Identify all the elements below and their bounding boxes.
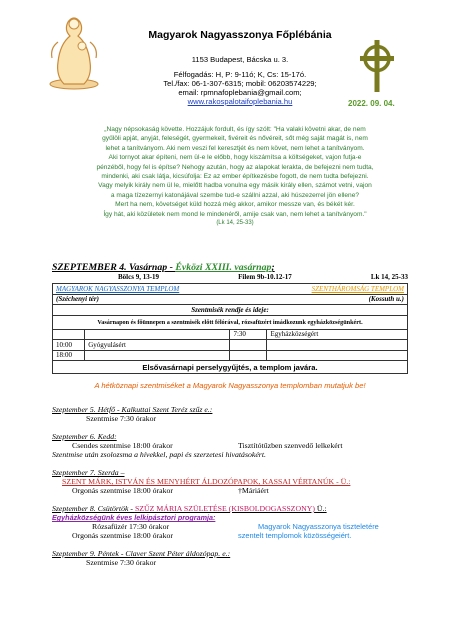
mass-line: Rózsafüzér 17:30 órakor Magyarok Nagyasszonya tiszteletére — [92, 522, 379, 531]
day-note: Szentmise után zsolozsma a hívekkel, papi és szerzetesi hivatásokért. — [52, 450, 266, 459]
bulletin-date: 2022. 09. 04. — [348, 99, 395, 108]
quote-line: Így hát, aki közületek nem mond le mindenéről, amije csak van, nem lehet a tanítványom." — [103, 210, 367, 218]
address-block — [120, 55, 360, 106]
street-address: 1153 Budapest, Bácska u. 3. — [191, 55, 289, 64]
reading-2: Filem 9b-10.12-17 — [238, 273, 292, 281]
feast-title: SZENT MÁRK, ISTVÁN ÉS MENYHÉRT ÁLDOZÓPAPOK, KASSAI VÉRTANÚK - Ü.: — [62, 477, 351, 486]
quote-line: a maga tízezernyi katonájával szembe tud-e szállni azzal, aki húszezerrel jön ellene? — [110, 191, 360, 199]
reading-1: Bölcs 9, 13-19 — [118, 273, 160, 281]
mass-line: Orgonás szentmise 18:00 órakor †Máriáért — [72, 486, 269, 495]
sunday-date: SZEPTEMBER 4. Vasárnap - — [52, 262, 176, 273]
quote-line: gyűlöli apját, anyját, feleségét, gyermekeit, fivéreit és nővéreit, sőt még saját magát is, nem — [102, 135, 368, 143]
day-heading: Szeptember 8. Csütörtök - SZŰZ MÁRIA SZÜLETÉSE (KISBOLDOGASSZONY) Ü.: — [52, 504, 327, 513]
email-address: email: rpmnafoplebania@gmail.com; — [178, 88, 302, 97]
table-row: 10:00 Gyógyulásért — [53, 340, 408, 351]
cross-emblem-icon — [356, 40, 398, 92]
sunday-feast: Évközi XXIII. vasárnap — [175, 262, 272, 273]
day-heading: Szeptember 5. Hétfő - Kalkuttai Szent Teréz szűz e.: — [52, 405, 213, 414]
mass-line: Csendes szentmise 18:00 órakor Tisztítótűzben szenvedő lelkekért — [72, 441, 343, 450]
reading-3: Lk 14, 25-33 — [370, 273, 408, 281]
parish-name: Magyarok Nagyasszonya Főplébánia — [148, 29, 332, 41]
quote-line: Aki tornyot akar építeni, nem ül-e le előbb, hogy kiszámítsa a költségeket, vajon futja-e — [108, 154, 362, 162]
website-link[interactable]: www.rakospalotaifoplebania.hu — [187, 97, 293, 106]
table-row: 7:30 Egyházközségért — [53, 329, 408, 340]
weekday-schedule — [52, 405, 412, 567]
quote-line: lehet a tanítványom. Aki nem veszi fel keresztjét és nem követ, nem lehet a tanítványom. — [105, 144, 365, 152]
program-title: Egyházközségünk éves lelkipásztori programja: — [52, 513, 216, 522]
quote-reference: (Lk 14, 25-33) — [216, 220, 254, 227]
office-hours: Félfogadás: H, P: 9-11ó; K, Cs: 15-17ó. — [173, 70, 307, 79]
day-heading: Szeptember 9. Péntek - Claver Szent Péter áldozópap. e.: — [52, 549, 231, 558]
mass-order-title: Szentmisék rendje és ideje: — [191, 305, 269, 314]
rosary-note: Vasárnapon és főünnepen a szentmisék előtt félórával, rózsafüzért imádkozunk egyházközségünkért. — [97, 318, 363, 326]
sunday-heading: SZEPTEMBER 4. Vasárnap - Évközi XXIII. vasárnap; — [52, 262, 275, 273]
feast-title: SZŰZ MÁRIA SZÜLETÉSE (KISBOLDOGASSZONY) — [134, 504, 315, 513]
mass-time: Szentmise 7:30 órakor — [86, 558, 157, 567]
mass-schedule-table — [52, 283, 408, 374]
church-2-name: SZENTHÁROMSÁG TEMPLOM — [311, 284, 404, 293]
quote-line: „Nagy népsokaság követte. Hozzájuk fordult, és így szólt: "Ha valaki követni akar, de nem — [104, 126, 366, 133]
quote-line: Vagy melyik király nem ül le, mielőtt hadba vonulna egy másik király ellen, számot vetni, vajon — [98, 182, 372, 190]
day-heading: Szeptember 7. Szerda – — [52, 468, 125, 477]
mass-line: Orgonás szentmise 18:00 órakor szentelt templomok közösségeiért. — [72, 531, 352, 540]
church-1-street: (Széchenyi tér) — [56, 295, 99, 304]
phone-numbers: Tel./fax: 06-1-307-6315; mobil: 06203574229; — [163, 79, 317, 88]
weekday-notice: A hétköznapi szentmiséket a Magyarok Nagyasszonya templomban mutatjuk be! — [94, 381, 366, 390]
madonna-statue-logo — [38, 12, 110, 90]
day-heading: Szeptember 6. Kedd: — [52, 432, 117, 441]
sunday-readings — [118, 273, 408, 281]
table-row: 18:00 — [53, 350, 408, 361]
church-2-street: (Kossuth u.) — [368, 295, 404, 304]
gospel-quote — [60, 125, 410, 228]
quote-line: Mert ha nem, követséget küld hozzá még akkor, amikor messze van, és békét kér. — [115, 201, 355, 209]
mass-time: Szentmise 7:30 órakor — [86, 414, 157, 423]
quote-line: pénzéből, hogy fel is építse? Nehogy azután, hogy az alapokat lerakta, de befejezni nem tudta, — [96, 163, 374, 171]
quote-line: mindenki, aki csak látja, kicsúfolja: Ez az ember építkezésbe fogott, de nem tudta befejezni. — [101, 173, 369, 181]
collection-note: Elsővasárnapi perselygyűjtés, a templom javára. — [142, 362, 318, 372]
church-1-name: MAGYAROK NAGYASSZONYA TEMPLOM — [56, 284, 180, 293]
